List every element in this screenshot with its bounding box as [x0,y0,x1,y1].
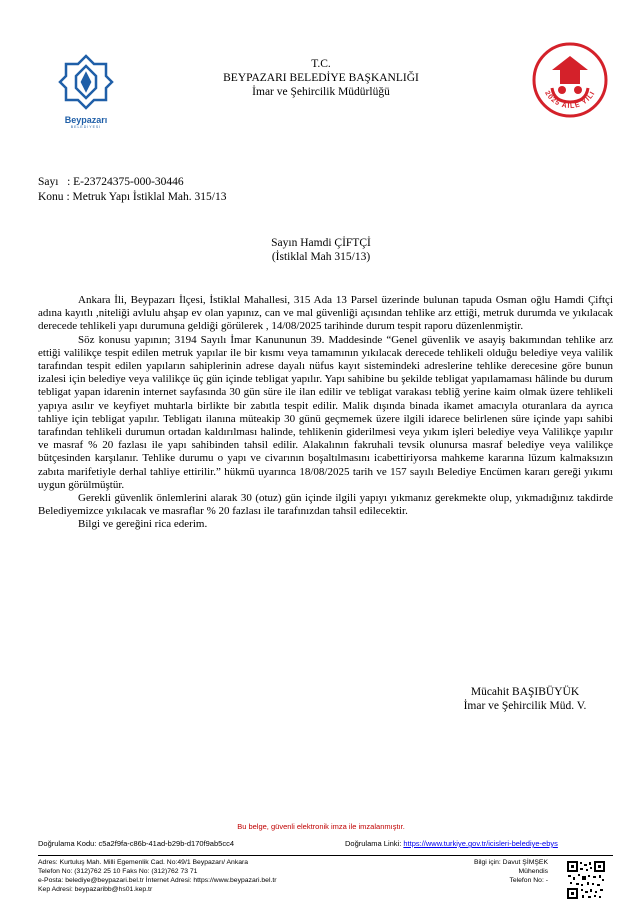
konu-label: Konu [38,191,64,203]
body-paragraph-2: Söz konusu yapının; 3194 Sayılı İmar Kanununun 39. Maddesinde “Genel güvenlik ve asayiş bakımından tehlike arz ettiği valilikçe tespit edilen metruk yapılar ile bir kısmı veya tamamının yıkılacak derecede tehlikeli olduğu belediye veya valilik tarafından tespit edilen yapıların sahiplerinin adrese dayalı nüfus kayıt sistemindeki adreslerine tehlike derecesine göre bunun izalesi için belediye veya valilikçe üç gün içinde tebligat yapılır. Yapı sahibine bu şekilde tebligat yapılamaması hâlinde bu durum tebligat yapan idarenin internet sayfasında 30 gün süre ile ilan edilir ve tebligat varakası tebliğ yerine kaim olmak üzere tehlikeli yapıya asılır ve keyfiyet muhtarla birlikte bir zabıtla tespit edilir. Malik dışında binada ikamet amacıyla oturanlara da ayrıca tahliye için tebligat yapılır. Tebligatı ilanına müteakip 30 günü geçmemek üzere ilgili idarece belirlenen süre içinde yapı sahibi tarafından tehlikeli durumun ortadan kaldırılması halinde, tehlikenin giderilmesi veya yıkım işleri belediye veya Valilikçe yapılır ve masraf % 20 fazlası ile yapı sahibinden tahsil edilir. Alakalının fakruhali tevsik olunursa masraf belediye veya valilikçe bütçesinden karşılanır. Tehlike durumu o yapı ve civarının boşaltılmasını icabettiriyorsa mahkeme kararına lüzum kalmaksızın zabıta marifetiyle derhal tahliye ettirilir.” hükmü uyarınca 18/08/2025 tarih ve 157 sayılı Belediye Encümen kararı gereği yıkımı uygun görülmüştür. [38,333,613,491]
footer-info [430,858,548,885]
footer-kep: Kep Adresi: beypazaribb@hs01.kep.tr [38,886,153,893]
verify-code: c5a2f9fa-c86b-41ad-b29b-d170f9ab5cc4 [98,839,234,848]
signer-name: Mücahit BAŞIBÜYÜK [470,686,580,698]
verify-link[interactable]: https://www.turkiye.gov.tr/icisleri-belediye-ebys [403,839,558,848]
esign-note: Bu belge, güvenli elektronik imza ile imzalanmıştır. [237,822,405,831]
recipient-name: Sayın Hamdi ÇİFTÇİ [271,237,371,249]
footer-phone: Telefon No: (312)762 25 10 Faks No: (312)762 73 71 [38,868,198,875]
aile-yili-emblem-icon [530,40,610,120]
verify-link-label: Doğrulama Linki: [345,839,402,848]
body-paragraph-3: Gerekli güvenlik önlemlerini alarak 30 (otuz) gün içinde ilgili yapıyı yıkmanız gerekmekte olup, yıkmadığınız takdirde Belediyemizce yıkılacak ve masraflar % 20 fazlası ile tarafınızdan tahsil edilecektir. [38,492,613,518]
verify-link-block [345,839,558,848]
header-municipality: BEYPAZARI BELEDİYE BAŞKANLIĞI [223,72,419,84]
ring-text: 2025 AİLE YILI [543,89,597,111]
footer-address: Adres: Kurtuluş Mah. Milli Egemenlik Cad. No:49/1 Beypazarı/ Ankara [38,859,249,866]
verify-code-block [38,839,234,848]
qr-code [566,860,606,900]
header-department: İmar ve Şehircilik Müdürlüğü [252,86,390,98]
info-contact: Bilgi için: Davut ŞİMŞEK [473,859,548,866]
document-meta [38,175,226,205]
footer-contact [38,858,368,894]
info-title: Mühendis [518,868,548,875]
logo-text: Beypazarı [64,115,108,125]
header-tc: T.C. [311,58,331,70]
aile-yili-logo [530,40,610,120]
svg-text:2025 AİLE YILI [543,90,597,110]
sayi-value: : E-23724375-000-30446 [67,176,184,188]
signature-block [430,685,620,713]
recipient-block [0,236,642,264]
konu-value: : Metruk Yapı İstiklal Mah. 315/13 [66,191,227,203]
body-paragraph-1: Ankara İli, Beypazarı İlçesi, İstiklal Mahallesi, 315 Ada 13 Parsel üzerinde bulunan tapuda Osman oğlu Hamdi Çiftçi adına kayıtlı ,niteliği avlulu ahşap ev olan yapınız, can ve mal güvenliği açısından tehlike arz ettiği, metruk durumda ve yıkılacak derecede tehlikeli yapı durumuna geldiği görülerek , 14/08/2025 tarihinde durum tespit raporu düzenlenmiştir. [38,294,613,333]
document-body [38,294,613,532]
footer-divider [38,855,613,856]
qr-code-icon [566,860,606,900]
sayi-label: Sayı [38,176,59,188]
info-phone: Telefon No: - [509,877,548,884]
signer-title: İmar ve Şehircilik Müd. V. [463,700,587,712]
footer-email: e-Posta: belediye@beypazari.bel.tr İnternet Adresi: https://www.beypazari.bel.tr [38,877,277,884]
logo-subtext: BELEDİYESİ [70,125,102,129]
verify-code-label: Doğrulama Kodu: [38,839,97,848]
body-paragraph-4: Bilgi ve gereğini rica ederim. [78,518,208,531]
recipient-address: (İstiklal Mah 315/13) [271,251,371,263]
